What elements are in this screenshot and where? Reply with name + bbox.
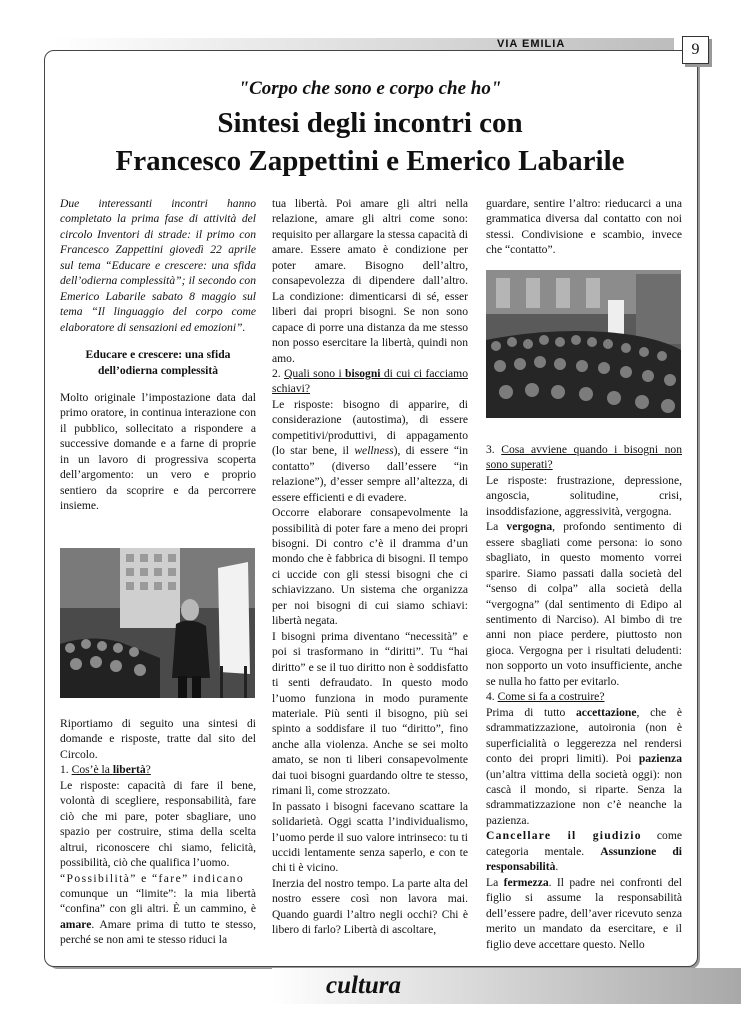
column-3-bottom <box>486 442 682 952</box>
column-2 <box>272 196 468 938</box>
subheading: Educare e crescere: una sfida dell’odierna complessità <box>85 348 231 377</box>
article-title <box>60 104 680 180</box>
answer-4: Prima di tutto accettazione, che è sdrammatizzazione, autoironia (non è superficialità o leggerezza nel rendersi conto dei propri limiti). Poi pazienza (un’altra vittima della società oggi): non cascà il mondo, si riparte. Senza la sdrammatizzazione non c’è neanche la pazienza. <box>486 705 682 827</box>
intro-paragraph: Due interessanti incontri hanno completato la prima fase di attività del circolo Inventori di strade: il primo con Francesco Zappettini giovedì 22 aprile sul tema “Educare e crescere: una sfida dell’odierna complessità”; il secondo con Emerico Labarile sabato 8 maggio sul tema “Il linguaggio del corpo come elaboratore di sensazioni ed emozioni”. <box>60 197 256 334</box>
masthead: VIA EMILIA <box>497 38 566 50</box>
paragraph: Occorre elaborare consapevolmente la possibilità di poter fare a meno dei propri bisogni. Di contro c’è il dramma d’un mondo che è fabbrica di bisogni. Il tempo ci uccide con gli stessi bisogni che ci schiavizzano. Un sistema che organizza per noi bisogni di cui siamo schiavi: libertà negata. <box>272 506 468 628</box>
question-3: 3. Cosa avviene quando i bisogni non sono superati? <box>486 443 682 472</box>
answer-1-end: comunque un “limite”: la mia libertà “confina” con gli altri. È un cammino, è amare. Amare prima di tutto te stesso, perché se non ami te stesso riduci la <box>60 886 256 947</box>
paragraph: I bisogni prima diventano “necessità” e poi si trasformano in “diritti”. Tu “hai diritto” e se il tuo diritto non è soddisfatto ti senti defraudato. In questo modo l’uomo funziona in modo puramente materiale. Più senti il bisogno, più sei spinto a soddisfare il tuo “diritto”, fino anche alla violenza. Anche se sei molto amato, se non ti liberi consapevolmente dai tuoi bisogni guardando oltre te stesso, rimani lì, come strozzato. <box>272 629 468 798</box>
answer-3-shame: La vergogna, profondo sentimento di essere sbagliati come persona: io sono sbagliato, in questo momento vorrei sparire. Siamo passati dalla società del “senso di colpa” alla società della “vergogna” (dal sentimento di Edipo al sentimento di Narciso). Al bimbo di tre anni non piace perdere, piuttosto non gioca. Vergogna per i risultati deludenti: non sopporto un voto insufficiente, anche se nulla ho fatto per evitarlo. <box>486 520 682 688</box>
answer-1-continued: “Possibilità” e “fare” indicano <box>60 871 245 885</box>
paragraph: In passato i bisogni facevano scattare la solidarietà. Oggi scatta l’individualismo, l’uomo perde il suo valore intrinseco: tu ti uccidi lentamente senza saperlo, e con te chi ti è vicino. <box>272 799 468 875</box>
paragraph: tua libertà. Poi amare gli altri nella relazione, amare gli altri come sono: requisito per allargare la stessa capacità di amare. Essere amato è condizione per poter amare. Bisogno dell’altro, consapevolezza di dipendere dall’altro. La condizione: dimenticarsi di sé, esser liberi dai propri bisogni. Se non sono capace di porre una distanza da me stesso non posso esercitare la libertà, quindi non amo. <box>272 197 468 365</box>
photo-audience-hall <box>486 270 681 418</box>
question-1-text: Cos’è la libertà? <box>71 763 151 777</box>
paragraph: Inerzia del nostro tempo. La parte alta del nostro essere così non lavora mai. Quando guardi l’altro negli occhi? Chi è libero di farlo? Libertà di ascoltare, <box>272 876 468 937</box>
section-label: cultura <box>326 972 402 999</box>
question-2-text: Quali sono i bisogni di cui ci facciamo schiavi? <box>272 366 468 396</box>
question-4-text: Come si fa a costruire? <box>497 690 605 704</box>
answer-3: Le risposte: frustrazione, depressione, angoscia, solitudine, crisi, insoddisfazione, aggressività, vergogna. <box>486 473 682 518</box>
photo-speaker-at-flipchart <box>60 548 255 698</box>
paragraph: Molto originale l’impostazione data dal primo oratore, in continua interazione con il pubblico, sollecitato a rispondere a successive domande e a farne di proprie in un lavoro di progressiva scoperta dell’argomento: un vero e proprio sentiero da scoprire e da percorrere insieme. <box>60 390 256 513</box>
column-1-top <box>60 196 256 514</box>
title-line-2: Francesco Zappettini e Emerico Labarile <box>115 145 625 177</box>
question-1: 1. Cos’è la libertà? <box>60 763 151 777</box>
question-3-text: Cosa avviene quando i bisogni non sono superati? <box>486 443 682 472</box>
article-kicker: "Corpo che sono e corpo che ho" <box>238 78 502 99</box>
paragraph: guardare, sentire l’altro: rieducarci a una grammatica diversa dal contatto con noi stessi. Condivisione e scambio, invece che “contatto”. <box>486 197 682 257</box>
column-3-top <box>486 196 682 258</box>
question-2: 2. Quali sono i bisogni di cui ci facciamo schiavi? <box>272 366 468 396</box>
column-1-bottom <box>60 716 256 948</box>
title-line-1: Sintesi degli incontri con <box>217 107 523 139</box>
answer-1: Le risposte: capacità di fare il bene, volontà di scegliere, responsabilità, fare ciò che mi pare, poter sbagliare, uno spazio per costruire, stima della scelta altrui, riconoscere chi siamo, felicità, possibilità, ciò che qualifica l’uomo. <box>60 778 256 870</box>
question-4: 4. Come si fa a costruire? <box>486 690 605 704</box>
answer-4-judgment: Cancellare il giudizio come categoria mentale. Assunzione di responsabilità. <box>486 829 683 874</box>
answer-4-firmness: La fermezza. Il padre nei confronti del figlio si assume la responsabilità dell’essere padre, dell’aver ricevuto senza merito un mandato da esercitare, e il figlio deve accettare questo. Nello <box>486 875 682 951</box>
page-number: 9 <box>682 36 709 64</box>
paragraph: Riportiamo di seguito una sintesi di domande e risposte, tratte dal sito del Circolo. <box>60 717 256 761</box>
answer-2: Le risposte: bisogno di apparire, di considerazione (autostima), di essere competitivi/produttivi, di appagamento (lo star bene, il wellness), di essere “in contatto” (diverso dall’essere “in relazione”), d’esser sempre all’altezza, di essere efficienti e di evadere. <box>272 397 468 504</box>
